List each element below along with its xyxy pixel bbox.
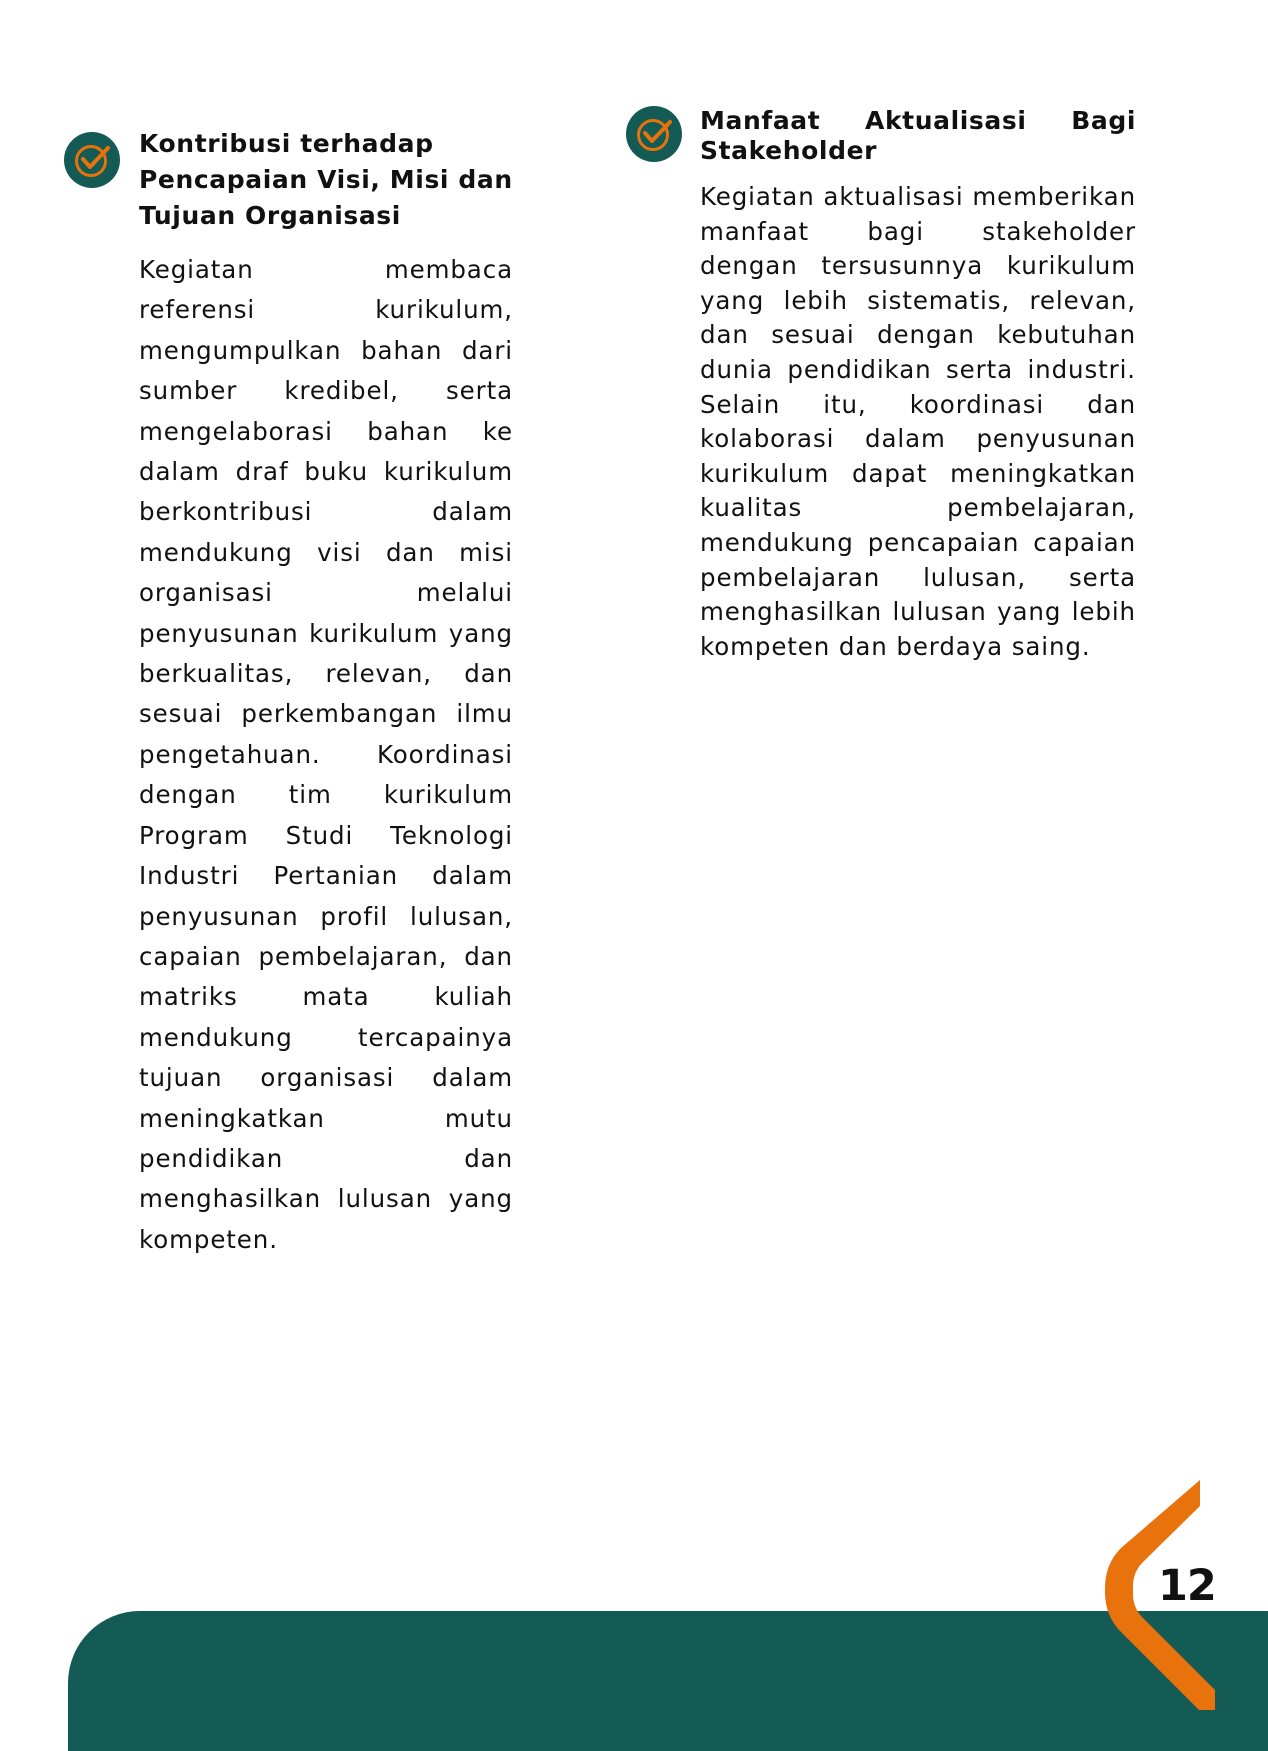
check-circle-icon	[626, 106, 682, 162]
section-body: Kegiatan aktualisasi memberikan manfaat bagi stakeholder dengan tersusunnya kurikulum yang lebih sistematis, relevan, dan sesuai dengan kebutuhan dunia pendidikan serta industri. Selain itu, koordinasi dan kolaborasi dalam penyusunan kurikulum dapat meningkatkan kualitas pembelajaran, mendukung pencapaian capaian pembelajaran lulusan, serta menghasilkan lulusan yang lebih kompeten dan berdaya saing.	[700, 182, 1136, 661]
section-manfaat	[626, 106, 1136, 664]
section-body: Kegiatan membaca referensi kurikulum, mengumpulkan bahan dari sumber kredibel, serta mengelaborasi bahan ke dalam draf buku kurikulum berkontribusi dalam mendukung visi dan misi organisasi melalui penyusunan kurikulum yang berkualitas, relevan, dan sesuai perkembangan ilmu pengetahuan. Koordinasi dengan tim kurikulum Program Studi Teknologi Industri Pertanian dalam penyusunan profil lulusan, capaian pembelajaran, dan matriks mata kuliah mendukung tercapainya tujuan organisasi dalam meningkatkan mutu pendidikan dan menghasilkan lulusan yang kompeten.	[139, 255, 513, 1254]
check-circle-icon	[64, 132, 120, 188]
section-kontribusi	[64, 126, 514, 1260]
footer-band	[68, 1611, 1268, 1751]
section-title: Kontribusi terhadap Pencapaian Visi, Misi dan Tujuan Organisasi	[139, 129, 513, 230]
page-number: 12	[1158, 1561, 1216, 1611]
section-title: Manfaat Aktualisasi Bagi Stakeholder	[700, 106, 1136, 165]
